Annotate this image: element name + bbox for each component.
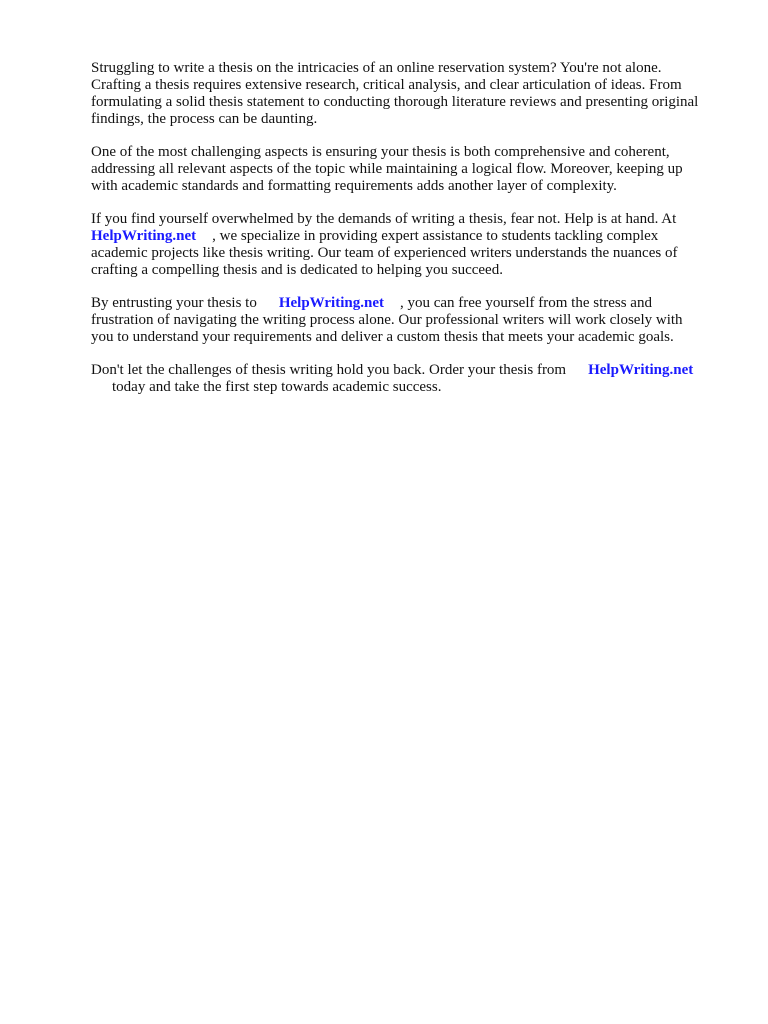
text-line: findings, the process can be daunting. (91, 111, 318, 127)
text-segment: Don't let the challenges of thesis writing hold you back. Order your thesis from (91, 362, 567, 378)
paragraph-help (91, 211, 731, 279)
text-segment: By entrusting your thesis to (91, 295, 257, 311)
text-line: addressing all relevant aspects of the topic while maintaining a logical flow. Moreover, keeping up (91, 161, 683, 177)
paragraph-challenges (91, 144, 731, 195)
text-line: Crafting a thesis requires extensive research, critical analysis, and clear articulation of ideas. From (91, 77, 682, 93)
text-line: today and take the first step towards academic success. (112, 379, 442, 395)
text-line: academic projects like thesis writing. Our team of experienced writers understands the nuances of (91, 245, 678, 261)
text-line: with academic standards and formatting requirements adds another layer of complexity. (91, 178, 617, 194)
text-line: formulating a solid thesis statement to conducting thorough literature reviews and presenting original (91, 94, 699, 110)
text-line: One of the most challenging aspects is ensuring your thesis is both comprehensive and coherent, (91, 144, 670, 160)
helpwriting-link[interactable]: HelpWriting.net (588, 362, 694, 378)
paragraph-entrust (91, 295, 731, 346)
text-line: If you find yourself overwhelmed by the demands of writing a thesis, fear not. Help is at hand. At (91, 211, 677, 227)
helpwriting-link[interactable]: HelpWriting.net (91, 228, 197, 244)
text-segment: , you can free yourself from the stress and (399, 295, 652, 311)
text-line: crafting a compelling thesis and is dedicated to helping you succeed. (91, 262, 503, 278)
text-line: frustration of navigating the writing process alone. Our professional writers will work closely with (91, 312, 683, 328)
paragraph-intro (91, 60, 731, 128)
text-line: you to understand your requirements and deliver a custom thesis that meets your academic goals. (91, 329, 674, 345)
text-segment: , we specialize in providing expert assistance to students tackling complex (212, 228, 659, 244)
text-line (91, 228, 731, 245)
text-line: Struggling to write a thesis on the intricacies of an online reservation system? You're not alone. (91, 60, 662, 76)
document-page (91, 60, 731, 412)
paragraph-cta (91, 362, 731, 396)
text-line (91, 295, 731, 312)
text-line (91, 362, 731, 379)
helpwriting-link[interactable]: HelpWriting.net (278, 295, 384, 311)
